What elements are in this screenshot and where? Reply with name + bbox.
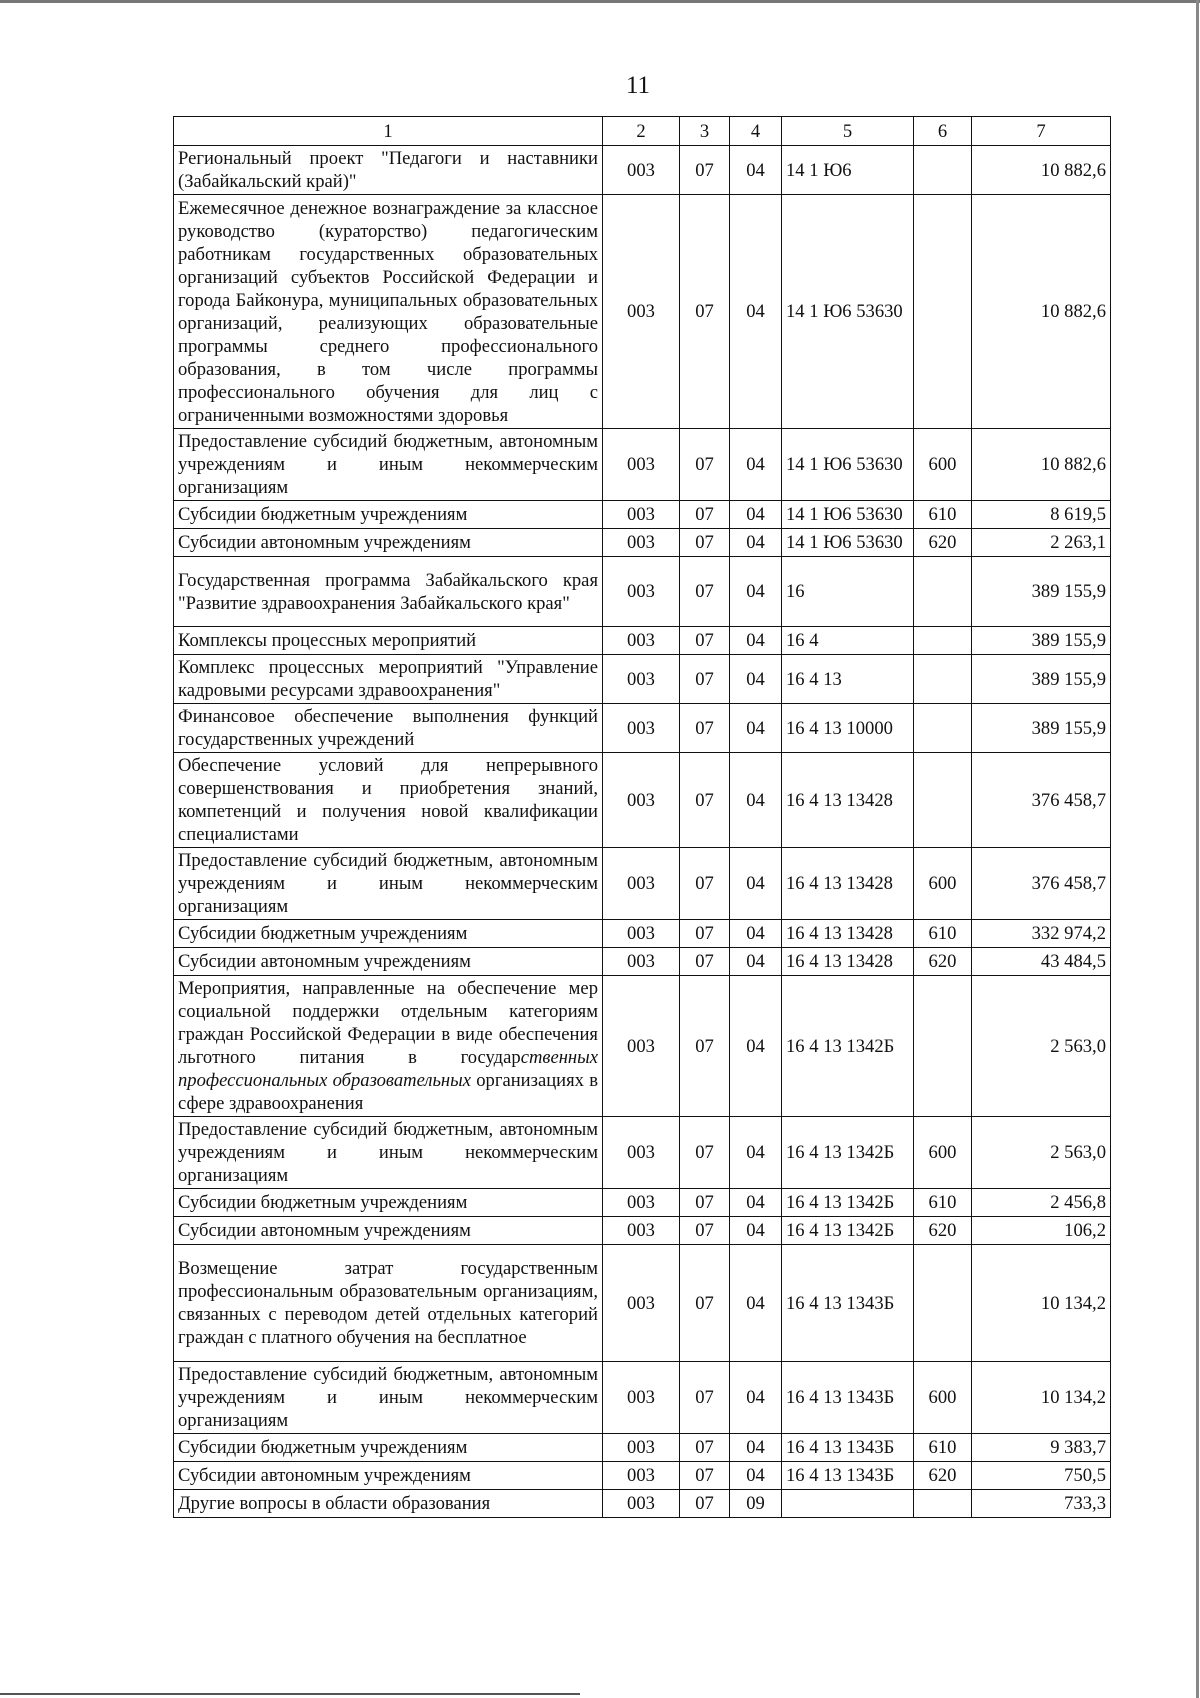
row-code-3: 07: [680, 1189, 730, 1217]
header-col-1: 1: [174, 117, 603, 146]
row-amount: 750,5: [972, 1462, 1111, 1490]
row-amount: 2 563,0: [972, 1117, 1111, 1189]
table-row: [174, 529, 1111, 557]
row-name-text: Мероприятия, направленные на обеспечение мер социальной поддержки отдельным категориям граждан Российской Федерации в виде обеспечения льготного питания в государ: [178, 978, 598, 1068]
row-amount: 9 383,7: [972, 1434, 1111, 1462]
row-code-2: 003: [603, 848, 680, 920]
table-row: [174, 753, 1111, 848]
row-code-5: 16 4 13: [782, 655, 914, 704]
row-amount: 389 155,9: [972, 627, 1111, 655]
row-code-3: 07: [680, 976, 730, 1117]
row-code-2: 003: [603, 920, 680, 948]
row-code-6: 610: [914, 501, 972, 529]
row-code-4: 04: [730, 753, 782, 848]
row-code-2: 003: [603, 1462, 680, 1490]
row-name-text: Субсидии автономным учреждениям: [178, 532, 471, 553]
row-name: [174, 429, 603, 501]
row-name: [174, 627, 603, 655]
row-name-text: Финансовое обеспечение выполнения функций государственных учреждений: [178, 706, 598, 750]
row-code-4: 04: [730, 920, 782, 948]
header-col-6: 6: [914, 117, 972, 146]
row-code-5: 16 4 13 1342Б: [782, 976, 914, 1117]
row-code-5: 16 4 13 1342Б: [782, 1217, 914, 1245]
row-name-text: Региональный проект "Педагоги и наставники (Забайкальский край)": [178, 148, 598, 192]
row-code-5: 16 4 13 1343Б: [782, 1462, 914, 1490]
row-code-4: 04: [730, 1434, 782, 1462]
row-code-5: 14 1 Ю6 53630: [782, 529, 914, 557]
row-code-4: 04: [730, 195, 782, 429]
row-name-text: Субсидии автономным учреждениям: [178, 951, 471, 972]
row-code-2: 003: [603, 146, 680, 195]
row-code-3: 07: [680, 1434, 730, 1462]
row-code-6: 610: [914, 1189, 972, 1217]
row-code-6: [914, 195, 972, 429]
row-code-3: 07: [680, 557, 730, 627]
row-code-5: 14 1 Ю6 53630: [782, 195, 914, 429]
table-row: [174, 195, 1111, 429]
row-name-text: Субсидии автономным учреждениям: [178, 1465, 471, 1486]
row-amount: 376 458,7: [972, 753, 1111, 848]
table-row: [174, 1462, 1111, 1490]
row-code-4: 04: [730, 529, 782, 557]
table-row: [174, 1189, 1111, 1217]
row-name: [174, 1245, 603, 1362]
row-code-2: 003: [603, 1117, 680, 1189]
row-amount: 389 155,9: [972, 704, 1111, 753]
row-code-5: 16: [782, 557, 914, 627]
row-code-2: 003: [603, 627, 680, 655]
row-name: [174, 704, 603, 753]
row-code-6: 600: [914, 848, 972, 920]
row-code-4: 04: [730, 976, 782, 1117]
table-row: [174, 948, 1111, 976]
row-name-text: Другие вопросы в области образования: [178, 1493, 491, 1514]
row-name: [174, 1490, 603, 1518]
row-code-4: 04: [730, 1462, 782, 1490]
table-row: [174, 920, 1111, 948]
row-code-6: 620: [914, 529, 972, 557]
row-name-text: Предоставление субсидий бюджетным, автономным учреждениям и иным некоммерческим организациям: [178, 431, 598, 498]
budget-table: [173, 116, 1111, 1518]
scan-edge-right: [1196, 0, 1199, 1698]
row-code-5: 16 4 13 10000: [782, 704, 914, 753]
table-row: [174, 1490, 1111, 1518]
row-name-text: Субсидии бюджетным учреждениям: [178, 923, 468, 944]
row-name: [174, 1462, 603, 1490]
row-code-3: 07: [680, 1490, 730, 1518]
row-name: [174, 501, 603, 529]
page-number: 11: [625, 72, 651, 99]
row-code-3: 07: [680, 627, 730, 655]
row-name-text-italic: ственных профессиональных образовательных: [178, 1047, 598, 1091]
row-code-6: [914, 557, 972, 627]
row-amount: 2 263,1: [972, 529, 1111, 557]
row-name: [174, 920, 603, 948]
row-name-text: Предоставление субсидий бюджетным, автономным учреждениям и иным некоммерческим организациям: [178, 850, 598, 917]
row-name: [174, 146, 603, 195]
row-amount: 10 134,2: [972, 1362, 1111, 1434]
header-col-7: 7: [972, 117, 1111, 146]
row-code-6: 620: [914, 948, 972, 976]
row-amount: 10 882,6: [972, 195, 1111, 429]
scan-edge-bottom: [0, 1693, 580, 1695]
row-code-3: 07: [680, 429, 730, 501]
header-col-5: 5: [782, 117, 914, 146]
row-code-4: 04: [730, 1245, 782, 1362]
row-code-6: [914, 753, 972, 848]
row-name-text: Субсидии бюджетным учреждениям: [178, 1192, 468, 1213]
row-code-5: 16 4 13 13428: [782, 948, 914, 976]
row-amount: 733,3: [972, 1490, 1111, 1518]
table-row: [174, 704, 1111, 753]
table-row: [174, 1434, 1111, 1462]
row-name-text: Комплексы процессных мероприятий: [178, 630, 477, 651]
row-code-4: 04: [730, 948, 782, 976]
row-code-2: 003: [603, 1245, 680, 1362]
row-code-4: 04: [730, 1189, 782, 1217]
row-code-2: 003: [603, 1189, 680, 1217]
row-name-text-tail: организациях в сфере здравоохранения: [178, 1070, 598, 1114]
row-name: [174, 655, 603, 704]
row-amount: 389 155,9: [972, 655, 1111, 704]
row-code-6: 620: [914, 1217, 972, 1245]
row-amount: 2 563,0: [972, 976, 1111, 1117]
table-header-row: [174, 117, 1111, 146]
row-code-5: 16 4 13 13428: [782, 848, 914, 920]
row-amount: 8 619,5: [972, 501, 1111, 529]
row-code-5: 16 4 13 1343Б: [782, 1245, 914, 1362]
row-code-5: 16 4 13 1342Б: [782, 1117, 914, 1189]
row-name: [174, 948, 603, 976]
row-code-2: 003: [603, 976, 680, 1117]
table-row: [174, 1217, 1111, 1245]
table-row: [174, 1245, 1111, 1362]
row-code-3: 07: [680, 1362, 730, 1434]
row-amount: 10 882,6: [972, 146, 1111, 195]
row-code-3: 07: [680, 195, 730, 429]
table-row: [174, 557, 1111, 627]
row-code-6: 600: [914, 429, 972, 501]
row-name: [174, 529, 603, 557]
header-col-3: 3: [680, 117, 730, 146]
row-name-text: Государственная программа Забайкальского края "Развитие здравоохранения Забайкальского края": [178, 569, 598, 614]
row-code-2: 003: [603, 655, 680, 704]
row-code-3: 07: [680, 948, 730, 976]
row-code-3: 07: [680, 920, 730, 948]
row-code-4: 04: [730, 1217, 782, 1245]
row-name: [174, 1434, 603, 1462]
row-amount: 2 456,8: [972, 1189, 1111, 1217]
row-code-4: 04: [730, 704, 782, 753]
row-code-6: 620: [914, 1462, 972, 1490]
table-row: [174, 1362, 1111, 1434]
row-code-3: 07: [680, 1117, 730, 1189]
row-code-5: 16 4 13 13428: [782, 920, 914, 948]
row-code-4: 04: [730, 627, 782, 655]
row-code-4: 04: [730, 501, 782, 529]
row-code-2: 003: [603, 1362, 680, 1434]
row-code-3: 07: [680, 1217, 730, 1245]
row-name-text: Субсидии бюджетным учреждениям: [178, 504, 468, 525]
row-name: [174, 976, 603, 1117]
row-name: [174, 557, 603, 627]
table-row: [174, 429, 1111, 501]
row-name: [174, 1189, 603, 1217]
table-row: [174, 655, 1111, 704]
row-code-4: 04: [730, 1117, 782, 1189]
header-col-2: 2: [603, 117, 680, 146]
row-amount: 332 974,2: [972, 920, 1111, 948]
row-code-6: 610: [914, 920, 972, 948]
row-code-4: 04: [730, 557, 782, 627]
row-code-2: 003: [603, 195, 680, 429]
row-amount: 10 882,6: [972, 429, 1111, 501]
row-name-text: Возмещение затрат государственным профессиональным образовательным организациям, связанных с переводом детей отдельных категорий граждан с платного обучения на бесплатное: [178, 1258, 598, 1348]
row-name-text: Ежемесячное денежное вознаграждение за классное руководство (кураторство) педагогическим работникам государственных образовательных организаций субъектов Российской Федерации и города Байконура, муниципальных образовательных организаций, реализующих образовательные программы среднего профессионального образования, в том числе программы профессионального обучения для лиц с ограниченными возможностями здоровья: [178, 197, 598, 426]
row-code-2: 003: [603, 1217, 680, 1245]
row-code-3: 07: [680, 848, 730, 920]
table-row: [174, 976, 1111, 1117]
row-amount: 43 484,5: [972, 948, 1111, 976]
row-code-5: 14 1 Ю6 53630: [782, 501, 914, 529]
row-code-4: 04: [730, 655, 782, 704]
row-amount: 10 134,2: [972, 1245, 1111, 1362]
table-row: [174, 627, 1111, 655]
row-name: [174, 1217, 603, 1245]
row-code-6: [914, 627, 972, 655]
row-code-6: 600: [914, 1117, 972, 1189]
row-name: [174, 848, 603, 920]
row-code-3: 07: [680, 501, 730, 529]
row-name-text: Субсидии автономным учреждениям: [178, 1220, 471, 1241]
row-code-3: 07: [680, 1245, 730, 1362]
row-name: [174, 1117, 603, 1189]
table-row: [174, 848, 1111, 920]
row-amount: 389 155,9: [972, 557, 1111, 627]
row-code-5: 14 1 Ю6 53630: [782, 429, 914, 501]
row-code-5: 16 4: [782, 627, 914, 655]
row-code-2: 003: [603, 529, 680, 557]
row-code-2: 003: [603, 948, 680, 976]
row-name-text: Субсидии бюджетным учреждениям: [178, 1437, 468, 1458]
row-code-3: 07: [680, 655, 730, 704]
scan-edge-top: [0, 0, 1200, 3]
row-code-5: [782, 1490, 914, 1518]
row-code-2: 003: [603, 557, 680, 627]
row-code-6: [914, 704, 972, 753]
row-code-4: 04: [730, 429, 782, 501]
table-body: [174, 146, 1111, 1518]
row-code-2: 003: [603, 704, 680, 753]
row-code-5: 16 4 13 1343Б: [782, 1434, 914, 1462]
row-code-6: [914, 1245, 972, 1362]
row-name: [174, 753, 603, 848]
row-name-text: Предоставление субсидий бюджетным, автономным учреждениям и иным некоммерческим организациям: [178, 1364, 598, 1431]
row-code-2: 003: [603, 501, 680, 529]
row-code-4: 04: [730, 848, 782, 920]
row-code-2: 003: [603, 1490, 680, 1518]
row-code-4: 04: [730, 146, 782, 195]
row-name: [174, 195, 603, 429]
row-code-3: 07: [680, 1462, 730, 1490]
row-code-6: [914, 976, 972, 1117]
row-code-6: [914, 146, 972, 195]
table-row: [174, 501, 1111, 529]
row-code-4: 09: [730, 1490, 782, 1518]
row-code-5: 14 1 Ю6: [782, 146, 914, 195]
row-code-3: 07: [680, 529, 730, 557]
header-col-4: 4: [730, 117, 782, 146]
row-code-3: 07: [680, 704, 730, 753]
row-code-2: 003: [603, 429, 680, 501]
row-code-5: 16 4 13 1342Б: [782, 1189, 914, 1217]
row-code-3: 07: [680, 146, 730, 195]
row-code-5: 16 4 13 1343Б: [782, 1362, 914, 1434]
row-code-5: 16 4 13 13428: [782, 753, 914, 848]
table-row: [174, 1117, 1111, 1189]
row-code-6: 600: [914, 1362, 972, 1434]
row-name-text: Предоставление субсидий бюджетным, автономным учреждениям и иным некоммерческим организациям: [178, 1119, 598, 1186]
row-code-4: 04: [730, 1362, 782, 1434]
table-row: [174, 146, 1111, 195]
row-code-2: 003: [603, 1434, 680, 1462]
row-amount: 376 458,7: [972, 848, 1111, 920]
row-name: [174, 1362, 603, 1434]
row-name-text: Комплекс процессных мероприятий "Управление кадровыми ресурсами здравоохранения": [178, 657, 598, 701]
row-name-text: Обеспечение условий для непрерывного совершенствования и приобретения знаний, компетенций и получения новой квалификации специалистами: [178, 755, 598, 845]
row-code-6: [914, 655, 972, 704]
row-code-2: 003: [603, 753, 680, 848]
row-amount: 106,2: [972, 1217, 1111, 1245]
row-code-3: 07: [680, 753, 730, 848]
row-code-6: [914, 1490, 972, 1518]
row-code-6: 610: [914, 1434, 972, 1462]
